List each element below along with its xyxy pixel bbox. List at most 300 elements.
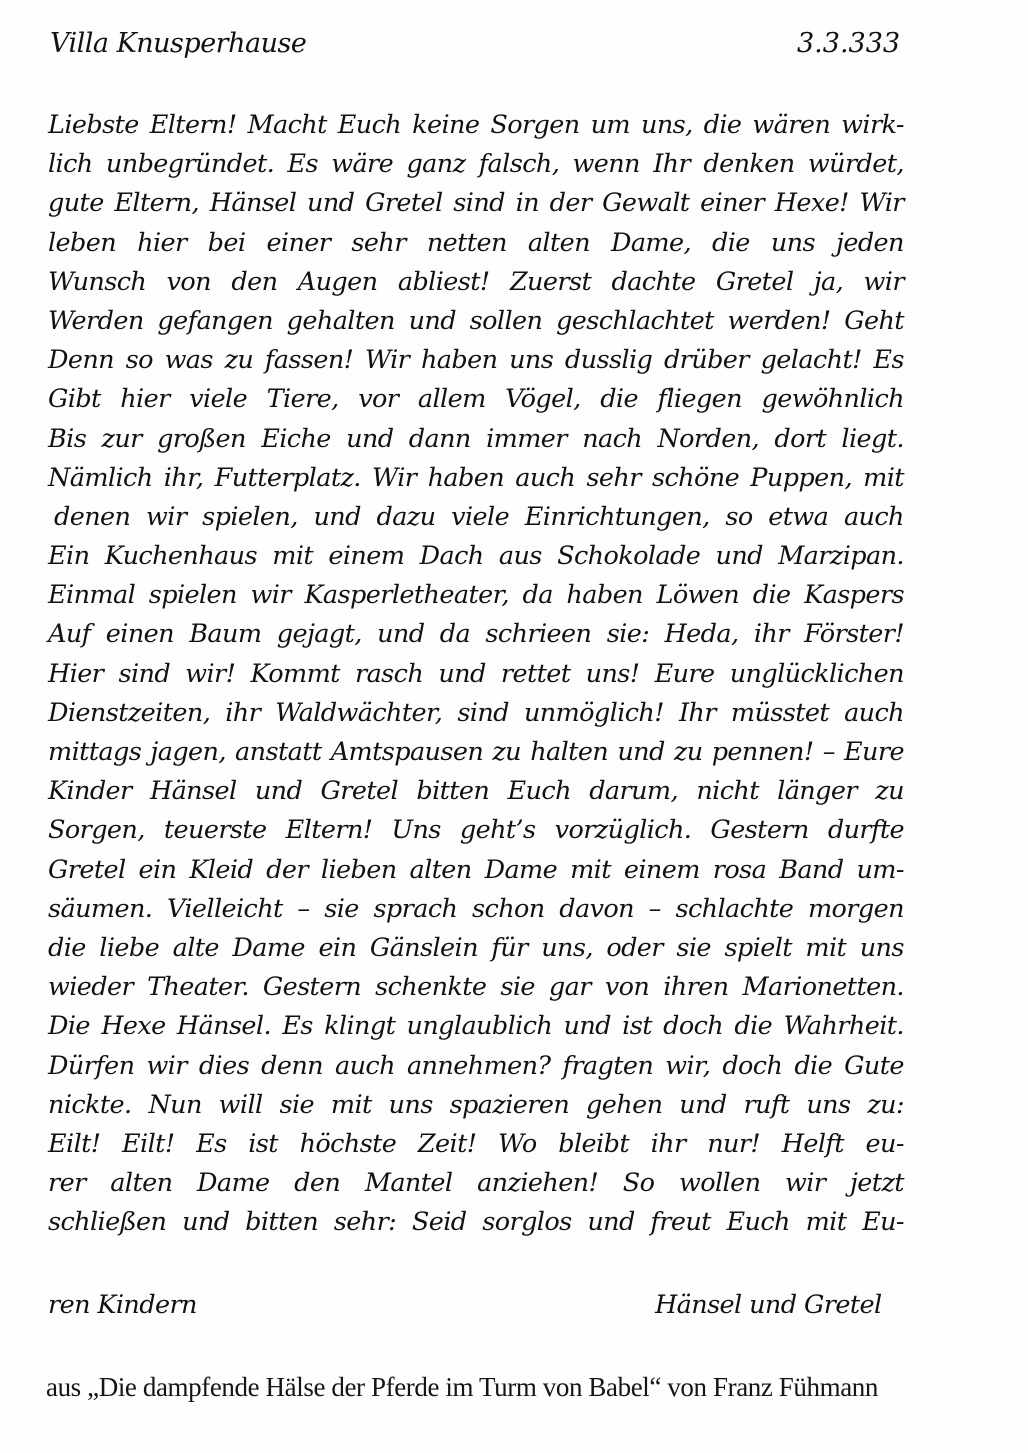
word: unglücklichen xyxy=(729,658,904,689)
letter-line xyxy=(48,615,904,654)
letter-line xyxy=(48,459,904,498)
word: Theater. xyxy=(147,972,249,1003)
word: Eltern! xyxy=(285,815,373,846)
letter-line-text xyxy=(48,1125,904,1164)
word: lich xyxy=(48,149,93,180)
word: wir xyxy=(146,501,187,532)
word: den xyxy=(231,266,278,297)
letter-line xyxy=(48,380,904,419)
word: nach xyxy=(582,423,643,454)
word: ein xyxy=(138,854,177,885)
word: Mantel xyxy=(364,1168,453,1199)
word: Waldwächter, xyxy=(275,697,443,728)
letter-line xyxy=(48,224,904,263)
word: So xyxy=(622,1168,655,1199)
word: die xyxy=(712,227,750,258)
word: Gestern xyxy=(262,972,362,1003)
word: Es xyxy=(287,149,318,180)
word: Tiere, xyxy=(266,384,339,415)
closing-left: ren Kindern xyxy=(48,1290,197,1320)
word: Uns xyxy=(391,815,441,846)
word: Gretel xyxy=(48,854,126,885)
word: Gretel xyxy=(320,776,399,807)
word: Heda, xyxy=(664,619,739,650)
word: Kuchenhaus xyxy=(104,541,257,572)
word: fliegen xyxy=(657,384,742,415)
word: rasch xyxy=(354,658,424,689)
word: ihren xyxy=(663,972,729,1003)
word: Eilt! xyxy=(122,1128,175,1159)
word: geschlachtet xyxy=(556,305,714,336)
word: gefangen xyxy=(157,305,273,336)
word: die xyxy=(600,384,638,415)
word: Norden, xyxy=(657,423,760,454)
word: und xyxy=(182,1207,230,1238)
word: vorzüglich. xyxy=(554,815,692,846)
word: die xyxy=(734,1011,773,1042)
word: Baum xyxy=(189,619,262,650)
word: und xyxy=(563,1011,611,1042)
word: Denn xyxy=(48,345,114,376)
word: immer xyxy=(486,423,567,454)
word: Eltern, xyxy=(114,188,200,219)
word: uns xyxy=(806,1089,851,1120)
letter-line xyxy=(48,851,904,890)
word: gehalten xyxy=(286,305,395,336)
word: sprach xyxy=(373,893,458,924)
letter-line xyxy=(48,929,904,968)
word: eu- xyxy=(865,1128,904,1159)
word: denken xyxy=(703,149,795,180)
letter-line-text xyxy=(48,851,904,890)
word: was xyxy=(164,345,213,376)
word: und xyxy=(346,423,394,454)
word: annehmen? xyxy=(406,1050,551,1081)
word: klingt xyxy=(324,1011,396,1042)
word: für xyxy=(491,932,528,963)
word: höchste xyxy=(299,1128,397,1159)
word: schlachte xyxy=(675,893,794,924)
word: Eiche xyxy=(261,423,331,454)
word: zu xyxy=(492,737,522,767)
letter-line-text xyxy=(48,459,904,498)
word: bei xyxy=(207,227,246,258)
word: rosa xyxy=(712,854,767,885)
word: liebe xyxy=(99,932,160,963)
word: dort xyxy=(774,423,827,454)
word: zu xyxy=(673,737,703,767)
letter-line-text xyxy=(48,1047,904,1086)
word: die xyxy=(752,580,791,611)
word: Wir xyxy=(372,462,417,493)
word: um xyxy=(590,110,630,140)
word: wäre xyxy=(331,149,394,180)
word: – xyxy=(822,737,835,767)
word: müsstet xyxy=(730,697,830,728)
word: haben xyxy=(566,580,643,611)
word: die xyxy=(794,1050,833,1081)
letter-line-text xyxy=(54,498,904,537)
word: Gretel xyxy=(365,188,443,219)
word: Einrichtungen, xyxy=(524,501,710,532)
letter-line-text xyxy=(48,655,904,694)
word: gute xyxy=(48,188,104,219)
word: etwa xyxy=(768,501,829,532)
word: sorglos xyxy=(482,1207,572,1238)
word: uns xyxy=(388,1089,433,1120)
word: jetzt xyxy=(850,1168,904,1199)
word: wir xyxy=(785,1168,826,1199)
word: – xyxy=(648,893,661,924)
letter-line-text xyxy=(48,929,904,968)
word: dazu xyxy=(376,501,436,532)
word: Dienstzeiten, xyxy=(48,697,211,728)
word: ihr xyxy=(225,697,261,728)
letter-line xyxy=(48,733,904,772)
word: spazieren xyxy=(449,1089,570,1120)
word: Es xyxy=(282,1011,313,1042)
word: gejagt, xyxy=(276,619,362,650)
letter-line xyxy=(48,263,904,302)
word: ruft xyxy=(743,1089,790,1120)
word: wir, xyxy=(665,1050,711,1081)
word: ist xyxy=(248,1128,278,1159)
letter-line-text xyxy=(48,263,904,302)
word: Gewalt xyxy=(602,188,690,219)
letter-line xyxy=(48,655,904,694)
word: spielen xyxy=(148,580,237,611)
word: die xyxy=(703,110,742,140)
word: so xyxy=(125,345,153,376)
word: Es xyxy=(196,1128,227,1159)
word: Gretel xyxy=(715,266,794,297)
word: Gibt xyxy=(48,384,101,415)
letter-line xyxy=(48,537,904,576)
word: Wir xyxy=(364,345,410,376)
word: Schokolade xyxy=(557,541,701,572)
word: alten xyxy=(409,854,472,885)
word: Einmal xyxy=(48,580,136,611)
word: Marzipan. xyxy=(778,541,904,572)
word: nickte. xyxy=(48,1089,132,1120)
letter-line-text xyxy=(48,537,904,576)
letter-line-text xyxy=(48,1086,904,1125)
word: Eltern! xyxy=(149,110,237,140)
letter-line-text xyxy=(48,420,904,459)
letter-line-text xyxy=(48,184,904,223)
word: halten xyxy=(530,737,609,767)
word: wieder xyxy=(48,972,134,1003)
word: denen xyxy=(54,501,131,532)
word: Kasperletheater, xyxy=(304,580,509,611)
word: werden! xyxy=(727,305,831,336)
word: bitten xyxy=(416,776,490,807)
word: haben xyxy=(427,462,505,493)
letter-line xyxy=(48,968,904,1007)
word: Förster! xyxy=(804,619,904,650)
word: schöne xyxy=(652,462,740,493)
letter-line-text xyxy=(48,772,904,811)
word: Löwen xyxy=(656,580,740,611)
word: durfte xyxy=(827,815,904,846)
word: Amtspausen xyxy=(330,737,484,767)
word: großen xyxy=(157,423,246,454)
word: Geht xyxy=(844,305,904,336)
word: anziehen! xyxy=(477,1168,599,1199)
word: mit xyxy=(805,932,847,963)
word: auch xyxy=(843,501,904,532)
word: Macht xyxy=(247,110,327,140)
word: und xyxy=(408,305,456,336)
word: auch xyxy=(335,1050,395,1081)
word: liegt. xyxy=(841,423,904,454)
word: doch xyxy=(722,1050,783,1081)
word: gar xyxy=(548,972,591,1003)
word: wenn xyxy=(572,149,640,180)
word: hier xyxy=(120,384,170,415)
word: auch xyxy=(844,697,904,728)
word: Liebste xyxy=(48,110,139,140)
word: Euch xyxy=(726,1207,790,1238)
word: sie xyxy=(676,932,711,963)
word: viele xyxy=(189,384,248,415)
word: denn xyxy=(261,1050,323,1081)
word: schließen xyxy=(48,1207,167,1238)
word: teuerste xyxy=(163,815,267,846)
word: Helft xyxy=(781,1128,844,1159)
word: jagen, xyxy=(150,737,226,767)
word: zu: xyxy=(867,1089,904,1120)
word: sie xyxy=(279,1089,314,1120)
letter-line xyxy=(48,890,904,929)
word: Kaspers xyxy=(804,580,904,611)
word: mit xyxy=(570,854,611,885)
word: uns! xyxy=(585,658,640,689)
letter-place: Villa Knusperhause xyxy=(50,28,307,59)
word: Wir xyxy=(859,188,904,219)
word: ihr xyxy=(753,619,789,650)
word: Kleid xyxy=(189,854,254,885)
word: Hänsel. xyxy=(176,1011,271,1042)
word: sind xyxy=(457,697,509,728)
word: ist xyxy=(622,1011,652,1042)
word: Wo xyxy=(498,1128,537,1159)
word: wir xyxy=(146,1050,187,1081)
word: darum, xyxy=(589,776,679,807)
word: von xyxy=(166,266,211,297)
word: ja, xyxy=(813,266,844,297)
word: rer xyxy=(48,1168,86,1199)
letter-line-text xyxy=(48,302,904,341)
word: wir! xyxy=(185,658,236,689)
letter-line xyxy=(48,106,904,145)
word: freut xyxy=(650,1207,711,1238)
word: zur xyxy=(101,423,142,454)
letter-line-text xyxy=(48,106,904,145)
word: will xyxy=(218,1089,263,1120)
word: vor xyxy=(358,384,399,415)
word: oder xyxy=(606,932,663,963)
word: dies xyxy=(198,1050,250,1081)
word: Es xyxy=(873,345,904,376)
word: und xyxy=(679,1089,727,1120)
word: Nun xyxy=(148,1089,202,1120)
word: Augen xyxy=(297,266,378,297)
word: ein xyxy=(318,932,357,963)
word: von xyxy=(604,972,650,1003)
word: sehr: xyxy=(333,1207,397,1238)
letter-line-text xyxy=(48,145,904,184)
word: wären xyxy=(752,110,831,140)
word: unmöglich! xyxy=(523,697,664,728)
word: Wunsch xyxy=(48,266,147,297)
letter-line-text xyxy=(48,576,904,615)
word: sie: xyxy=(606,619,650,650)
word: Ihr xyxy=(678,697,716,728)
word: Dame, xyxy=(610,227,691,258)
word: mit xyxy=(272,541,314,572)
word: davon xyxy=(559,893,634,924)
word: länger xyxy=(777,776,857,807)
word: Hexe! xyxy=(774,188,849,219)
word: sehr xyxy=(351,227,406,258)
letter-line-text xyxy=(48,380,904,419)
word: netten xyxy=(426,227,507,258)
word: mit xyxy=(863,462,904,493)
word: fragten xyxy=(562,1050,654,1081)
source-citation: aus „Die dampfende Hälse der Pferde im Turm von Babel“ von Franz Fühmann xyxy=(46,1372,879,1402)
letter-line-text xyxy=(48,968,904,1007)
word: Zuerst xyxy=(509,266,592,297)
word: so xyxy=(725,501,753,532)
word: mit xyxy=(330,1089,372,1120)
word: bleibt xyxy=(558,1128,629,1159)
word: säumen. xyxy=(48,893,153,924)
word: Hänsel xyxy=(149,776,237,807)
word: schrieen xyxy=(485,619,592,650)
word: sollen xyxy=(469,305,543,336)
word: alte xyxy=(172,932,219,963)
word: uns xyxy=(859,932,904,963)
letter-line xyxy=(48,498,904,537)
word: uns, xyxy=(541,932,593,963)
letter-line-text xyxy=(48,1007,904,1046)
word: Marionetten. xyxy=(742,972,904,1003)
letter-line-text xyxy=(48,1203,904,1242)
word: und xyxy=(587,1207,635,1238)
letter-body xyxy=(48,106,904,1242)
word: nur! xyxy=(707,1128,761,1159)
word: dachte xyxy=(611,266,696,297)
word: spielen, xyxy=(202,501,298,532)
word: einem xyxy=(623,854,700,885)
letter-line xyxy=(48,1086,904,1125)
letter-line-text xyxy=(48,733,904,772)
word: und xyxy=(313,501,361,532)
word: Euch xyxy=(337,110,402,140)
letter-line xyxy=(48,1047,904,1086)
word: Eu- xyxy=(862,1207,904,1238)
word: aus xyxy=(498,541,542,572)
word: dusslig xyxy=(564,345,653,376)
word: sie xyxy=(500,972,535,1003)
word: der xyxy=(266,854,308,885)
word: würdet, xyxy=(807,149,904,180)
word: auch xyxy=(515,462,576,493)
word: einen xyxy=(105,619,174,650)
word: einer xyxy=(266,227,331,258)
word: Ihr xyxy=(653,149,691,180)
word: geht’s xyxy=(459,815,536,846)
letter-line xyxy=(48,1125,904,1164)
word: Futterplatz. xyxy=(214,462,361,493)
word: den xyxy=(294,1168,341,1199)
word: ganz xyxy=(406,149,466,180)
word: allem xyxy=(417,384,486,415)
letter-line-text xyxy=(48,224,904,263)
word: die xyxy=(48,932,86,963)
word: sie xyxy=(324,893,359,924)
word: Vögel, xyxy=(505,384,581,415)
letter-date: 3.3.333 xyxy=(797,28,901,59)
word: Ein xyxy=(48,541,90,572)
letter-line xyxy=(48,1164,904,1203)
letter-line xyxy=(48,184,904,223)
word: gelacht! xyxy=(760,345,862,376)
word: hier xyxy=(137,227,187,258)
word: fassen! xyxy=(264,345,354,376)
word: Euch xyxy=(507,776,571,807)
word: alten xyxy=(110,1168,173,1199)
word: und xyxy=(438,658,486,689)
word: unglaublich xyxy=(406,1011,553,1042)
word: Band xyxy=(779,854,844,885)
word: Wahrheit. xyxy=(783,1011,904,1042)
word: rettet xyxy=(500,658,571,689)
word: falsch, xyxy=(478,149,560,180)
word: nicht xyxy=(696,776,759,807)
word: und xyxy=(715,541,763,572)
word: schon xyxy=(472,893,545,924)
word: in xyxy=(515,188,539,219)
word: Gute xyxy=(844,1050,904,1081)
letter-line xyxy=(48,772,904,811)
word: dann xyxy=(408,423,471,454)
letter-line-text xyxy=(48,694,904,733)
signature: Hänsel und Gretel xyxy=(655,1290,882,1320)
word: schenkte xyxy=(375,972,487,1003)
word: Vielleicht xyxy=(166,893,283,924)
word: sind xyxy=(118,658,171,689)
word: Eure xyxy=(654,658,715,689)
word: jeden xyxy=(836,227,904,258)
word: wir xyxy=(863,266,904,297)
word: bitten xyxy=(245,1207,319,1238)
word: Die xyxy=(48,1011,90,1042)
word: gewöhnlich xyxy=(761,384,904,415)
word: uns xyxy=(509,345,554,376)
letter-line xyxy=(48,302,904,341)
letter-line xyxy=(48,811,904,850)
word: uns, xyxy=(641,110,693,140)
word: Bis xyxy=(48,423,87,454)
word: da xyxy=(439,619,471,650)
word: uns xyxy=(770,227,815,258)
word: Hexe xyxy=(101,1011,166,1042)
word: gehen xyxy=(586,1089,663,1120)
word: wollen xyxy=(679,1168,761,1199)
word: ihr xyxy=(650,1128,686,1159)
